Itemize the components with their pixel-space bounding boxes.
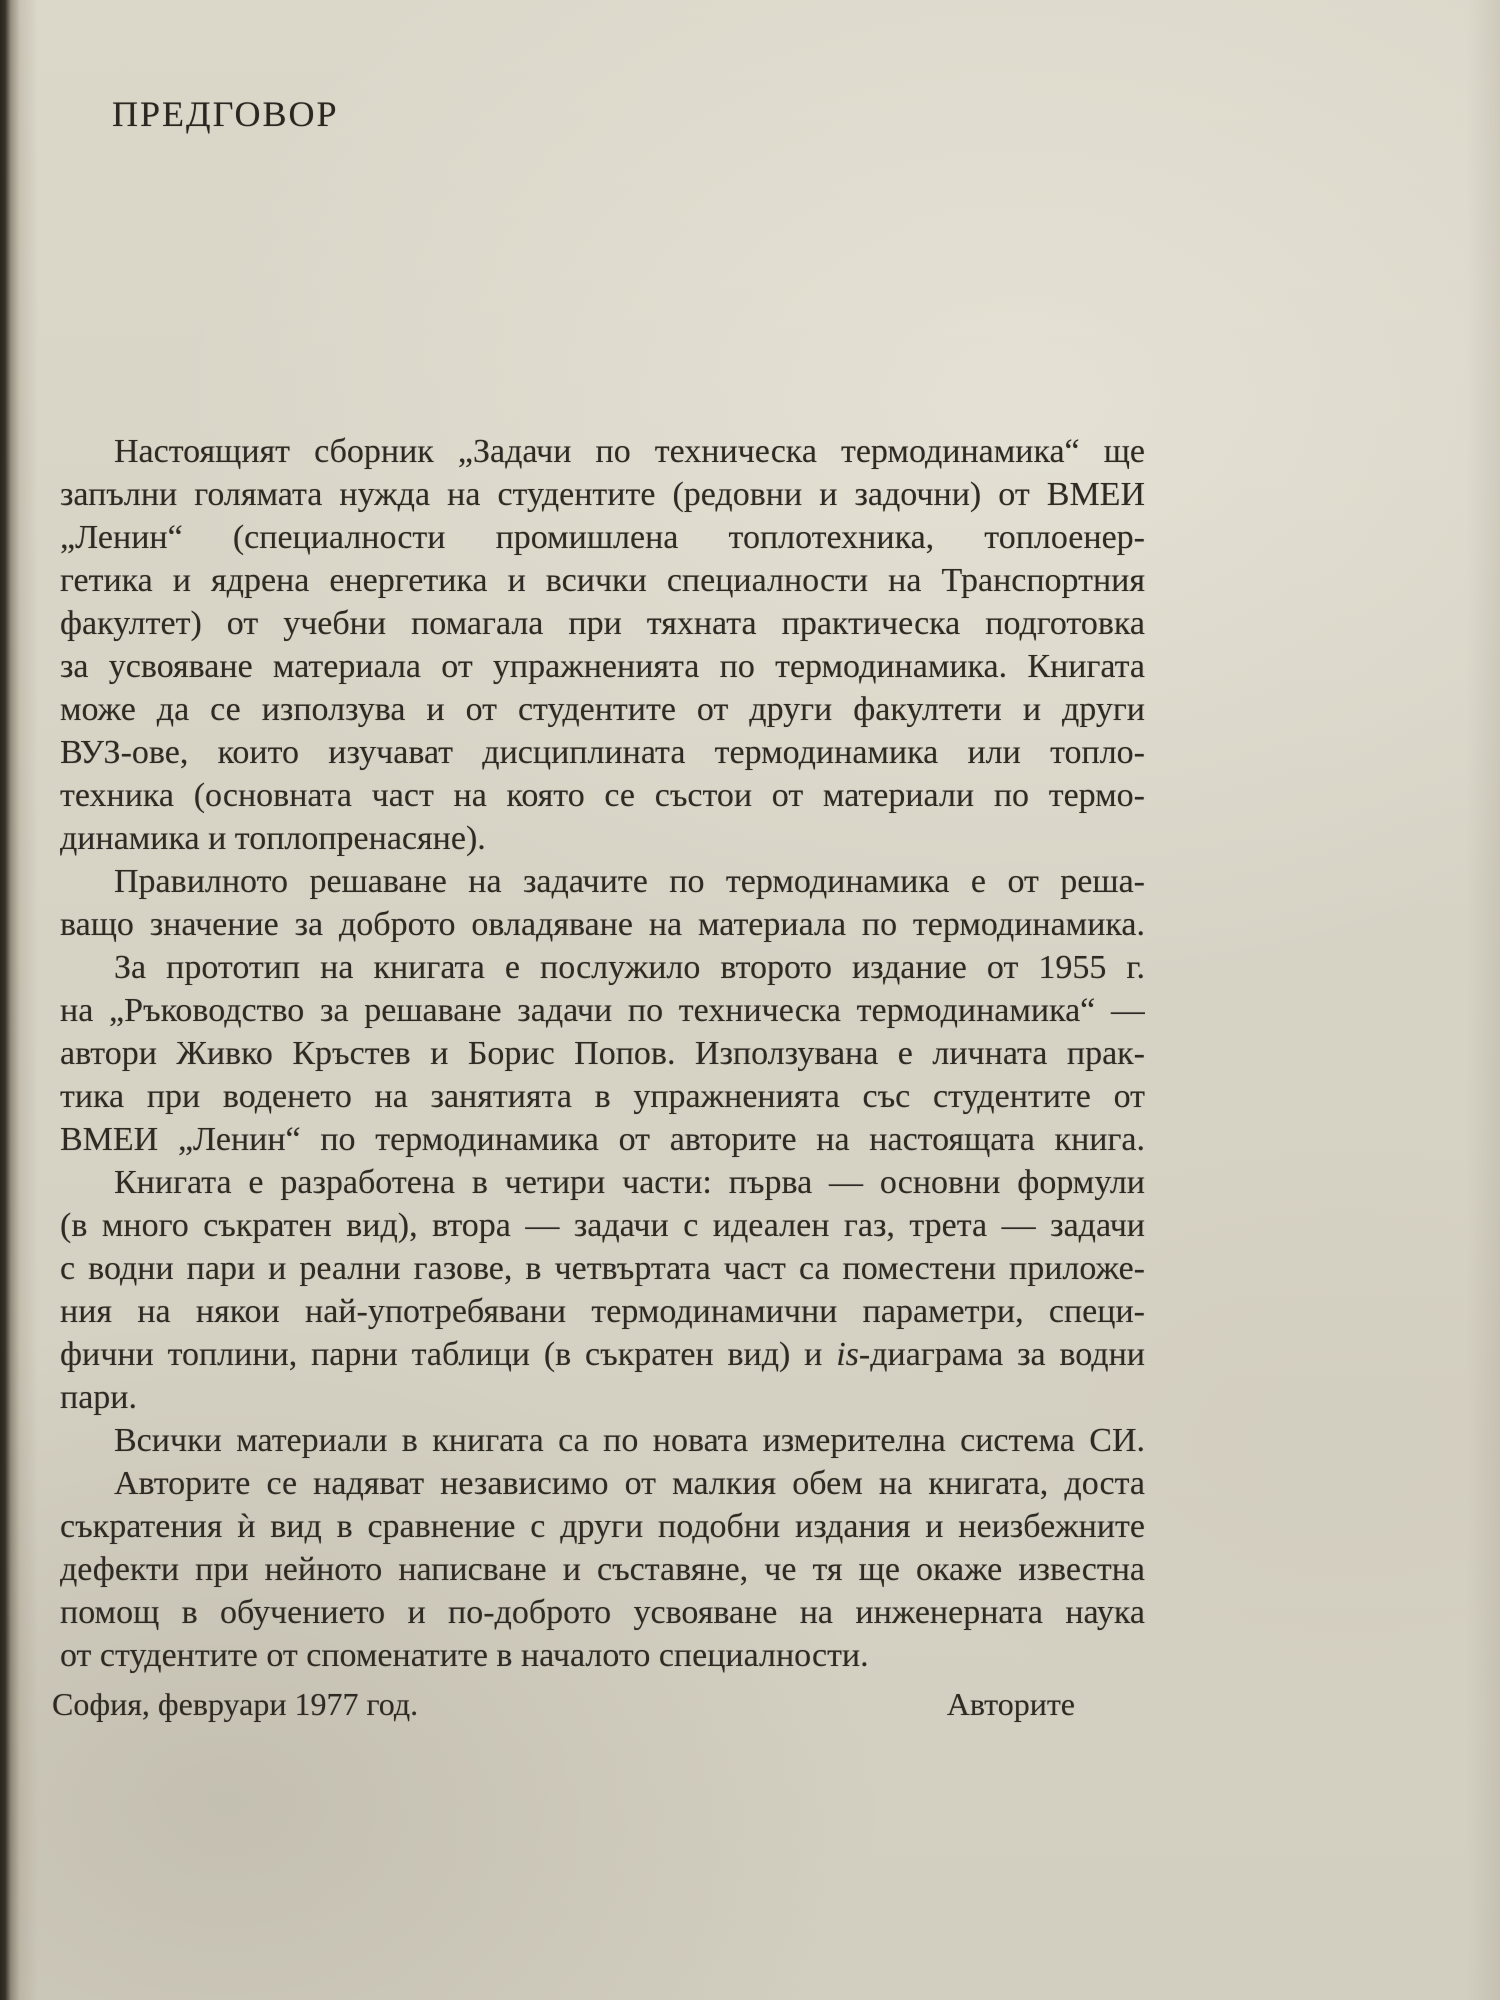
text-line: Книгата е разработена в четири части: първа — основни формули [114,1164,1145,1201]
text-line: дефекти при нейното написване и съставяне, че тя ще окаже известна [60,1551,1145,1588]
text-line: автори Живко Кръстев и Борис Попов. Използувана е личната прак- [60,1035,1145,1072]
text-line: Настоящият сборник „Задачи по техническа термодинамика“ ще [114,433,1145,470]
text-line: пари. [60,1379,137,1416]
paragraph [60,860,1145,946]
text-line: динамика и топлопренасяне). [60,820,486,857]
text-line: съкратения ѝ вид в сравнение с други подобни издания и неизбежните [60,1508,1145,1545]
text-line: Авторите се надяват независимо от малкия обем на книгата, доста [114,1465,1145,1502]
text-line: гетика и ядрена енергетика и всички специалности на Транспортния [60,562,1145,599]
text-line: За прототип на книгата е послужило второто издание от 1955 г. [114,949,1145,986]
text-line: ващо значение за доброто овладяване на материала по термодинамика. [60,906,1145,943]
text-line: ВМЕИ „Ленин“ по термодинамика от авторите на настоящата книга. [60,1121,1145,1158]
text-line: на „Ръководство за решаване задачи по техническа термодинамика“ — [60,992,1145,1029]
text-line: може да се използува и от студентите от други факултети и други [60,691,1145,728]
text-line: с водни пари и реални газове, в четвъртата част са поместени приложе- [60,1250,1145,1287]
text-line: ния на някои най-употребявани термодинамични параметри, специ- [60,1293,1145,1330]
paragraph [60,946,1145,1161]
text-line: тика при воденето на занятията в упражненията със студентите от [60,1078,1145,1115]
text-line: Всички материали в книгата са по новата измерителна система СИ. [114,1422,1145,1459]
text-line: ВУЗ-ове, които изучават дисциплината термодинамика или топло- [60,734,1145,771]
text-line: „Ленин“ (специалности промишлена топлотехника, топлоенер- [60,519,1145,556]
text-line: запълни голямата нужда на студентите (редовни и задочни) от ВМЕИ [60,476,1145,513]
text-line: Правилното решаване на задачите по термодинамика е от реша- [114,863,1145,900]
text-line: от студентите от споменатите в началото специалности. [60,1637,869,1674]
page-title: ПРЕДГОВОР [112,94,339,134]
paragraph [60,1462,1145,1677]
paragraph [60,430,1145,860]
text-line: факултет) от учебни помагала при тяхната практическа подготовка [60,605,1145,642]
footer-place-date: София, февруари 1977 год. [52,1686,419,1722]
text-line: фични топлини, парни таблици (в съкратен вид) и is-диаграма за водни [60,1336,1145,1373]
text-line: (в много съкратен вид), втора — задачи с идеален газ, трета — задачи [60,1207,1145,1244]
footer-signature: Авторите [946,1686,1075,1722]
paragraph [60,1161,1145,1419]
text-line: техника (основната част на която се състои от материали по термо- [60,777,1145,814]
preface-text [60,430,1145,1677]
text-line: за усвояване материала от упражненията по термодинамика. Книгата [60,648,1145,685]
text-line: помощ в обучението и по-доброто усвояване на инженерната наука [60,1594,1145,1631]
paragraph [60,1419,1145,1462]
footer [52,1686,1147,1723]
